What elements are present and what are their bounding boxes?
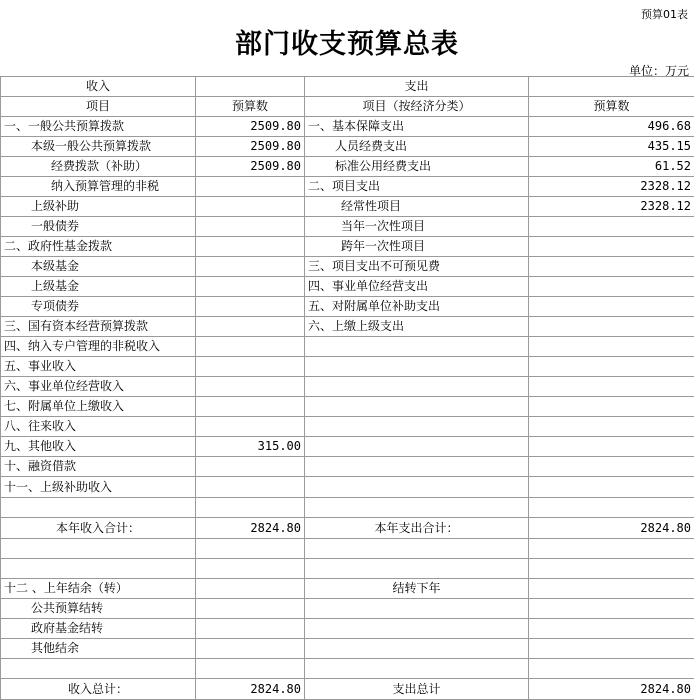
expense-total-amount: 2824.80: [529, 679, 694, 700]
income-amount: [196, 377, 305, 397]
income-label: 八、往来收入: [1, 417, 196, 437]
income-label: 六、事业单位经营收入: [1, 377, 196, 397]
column-header-row: [1, 97, 694, 117]
table-row: [1, 137, 694, 157]
table-row: [1, 117, 694, 137]
expense-label: [305, 417, 529, 437]
income-amount: [196, 477, 305, 498]
table-row: [1, 417, 694, 437]
income-label: 本级一般公共预算拨款: [1, 137, 196, 157]
expense-amount: [529, 257, 694, 277]
expense-amount: [529, 357, 694, 377]
unit-label: 单位：万元: [629, 62, 689, 79]
expense-label: 二、项目支出: [305, 177, 529, 197]
col-header-item-econ: 项目（按经济分类）: [305, 97, 529, 117]
income-label: 一般债券: [1, 217, 196, 237]
expense-amount: 2328.12: [529, 197, 694, 217]
table-row: [1, 197, 694, 217]
income-label: 三、国有资本经营预算拨款: [1, 317, 196, 337]
expense-subtotal-label: 本年支出合计：: [305, 518, 529, 539]
income-label: 本级基金: [1, 257, 196, 277]
col-header-item: 项目: [1, 97, 196, 117]
table-row: [1, 397, 694, 417]
grand-total-row: [1, 679, 694, 700]
table-row: [1, 639, 694, 659]
table-row: [1, 277, 694, 297]
income-amount: [196, 257, 305, 277]
income-amount: [196, 417, 305, 437]
income-label: 五、事业收入: [1, 357, 196, 377]
page-title: 部门收支预算总表: [0, 22, 694, 61]
subtotal-row: [1, 518, 694, 539]
income-amount: [196, 457, 305, 477]
income-label: 专项债券: [1, 297, 196, 317]
income-amount: [196, 217, 305, 237]
carryover-row: [1, 579, 694, 599]
expense-amount: 435.15: [529, 137, 694, 157]
income-subtotal-amount: 2824.80: [196, 518, 305, 539]
income-amount: 2509.80: [196, 157, 305, 177]
income-amount: [196, 197, 305, 217]
income-label: 一、一般公共预算拨款: [1, 117, 196, 137]
expense-label: [305, 337, 529, 357]
expense-amount: [529, 277, 694, 297]
income-amount: 2509.80: [196, 117, 305, 137]
expense-amount: [529, 297, 694, 317]
expense-label: [305, 437, 529, 457]
expense-label: 人员经费支出: [305, 137, 529, 157]
expense-label: 跨年一次性项目: [305, 237, 529, 257]
table-row: [1, 337, 694, 357]
expense-label: 标准公用经费支出: [305, 157, 529, 177]
income-amount: 2509.80: [196, 137, 305, 157]
expense-label: [305, 397, 529, 417]
table-row: [1, 297, 694, 317]
income-total-label: 收入总计：: [1, 679, 196, 700]
group-header-row: [1, 77, 694, 97]
carryover-item: 其他结余: [1, 639, 196, 659]
income-label: 经费拨款（补助）: [1, 157, 196, 177]
income-total-amount: 2824.80: [196, 679, 305, 700]
income-amount: [196, 237, 305, 257]
empty-row: [1, 559, 694, 579]
expense-amount: [529, 477, 694, 498]
income-amount: [196, 337, 305, 357]
empty-row: [1, 659, 694, 679]
table-row: [1, 217, 694, 237]
expense-amount: [529, 377, 694, 397]
expense-label: [305, 357, 529, 377]
income-amount: [196, 317, 305, 337]
expense-label: [305, 457, 529, 477]
income-amount: [196, 397, 305, 417]
table-row: [1, 157, 694, 177]
expense-amount: 496.68: [529, 117, 694, 137]
expense-label: [305, 377, 529, 397]
expense-amount: 61.52: [529, 157, 694, 177]
table-row: [1, 257, 694, 277]
expense-label: 五、对附属单位补助支出: [305, 297, 529, 317]
budget-summary-table: [0, 76, 694, 700]
expense-label: 当年一次性项目: [305, 217, 529, 237]
table-row: [1, 477, 694, 498]
income-label: 七、附属单位上缴收入: [1, 397, 196, 417]
expense-label: 经常性项目: [305, 197, 529, 217]
income-label: 四、纳入专户管理的非税收入: [1, 337, 196, 357]
income-label: 上级基金: [1, 277, 196, 297]
income-amount: [196, 277, 305, 297]
expense-amount: [529, 417, 694, 437]
carryover-item: 公共预算结转: [1, 599, 196, 619]
table-row: [1, 177, 694, 197]
empty-row: [1, 539, 694, 559]
table-row: [1, 619, 694, 639]
col-header-amount-expense: 预算数: [529, 97, 694, 117]
expense-amount: [529, 317, 694, 337]
income-label: 十、融资借款: [1, 457, 196, 477]
col-header-amount: 预算数: [196, 97, 305, 117]
income-label: 十一、上级补助收入: [1, 477, 196, 498]
carryover-income-label: 十二 、上年结余（转）: [1, 579, 196, 599]
carryover-item: 政府基金结转: [1, 619, 196, 639]
carryover-expense-label: 结转下年: [305, 579, 529, 599]
table-row: [1, 599, 694, 619]
table-row: [1, 357, 694, 377]
table-row: [1, 317, 694, 337]
table-row: [1, 457, 694, 477]
income-subtotal-label: 本年收入合计：: [1, 518, 196, 539]
expense-amount: [529, 397, 694, 417]
expense-amount: [529, 437, 694, 457]
expense-group-header: 支出: [305, 77, 529, 97]
form-number: 预算01表: [641, 6, 688, 22]
empty-row: [1, 498, 694, 518]
expense-amount: [529, 237, 694, 257]
income-amount: 315.00: [196, 437, 305, 457]
income-amount: [196, 177, 305, 197]
expense-label: [305, 477, 529, 498]
expense-amount: [529, 337, 694, 357]
expense-amount: [529, 217, 694, 237]
income-group-header: 收入: [1, 77, 196, 97]
income-label: 上级补助: [1, 197, 196, 217]
income-label: 纳入预算管理的非税: [1, 177, 196, 197]
table-row: [1, 437, 694, 457]
expense-label: 三、项目支出不可预见费: [305, 257, 529, 277]
income-label: 九、其他收入: [1, 437, 196, 457]
expense-label: 四、事业单位经营支出: [305, 277, 529, 297]
table-row: [1, 377, 694, 397]
income-amount: [196, 357, 305, 377]
income-amount: [196, 297, 305, 317]
expense-amount: 2328.12: [529, 177, 694, 197]
expense-amount: [529, 457, 694, 477]
expense-label: 一、基本保障支出: [305, 117, 529, 137]
expense-subtotal-amount: 2824.80: [529, 518, 694, 539]
expense-total-label: 支出总计: [305, 679, 529, 700]
income-label: 二、政府性基金拨款: [1, 237, 196, 257]
table-row: [1, 237, 694, 257]
expense-label: 六、上缴上级支出: [305, 317, 529, 337]
